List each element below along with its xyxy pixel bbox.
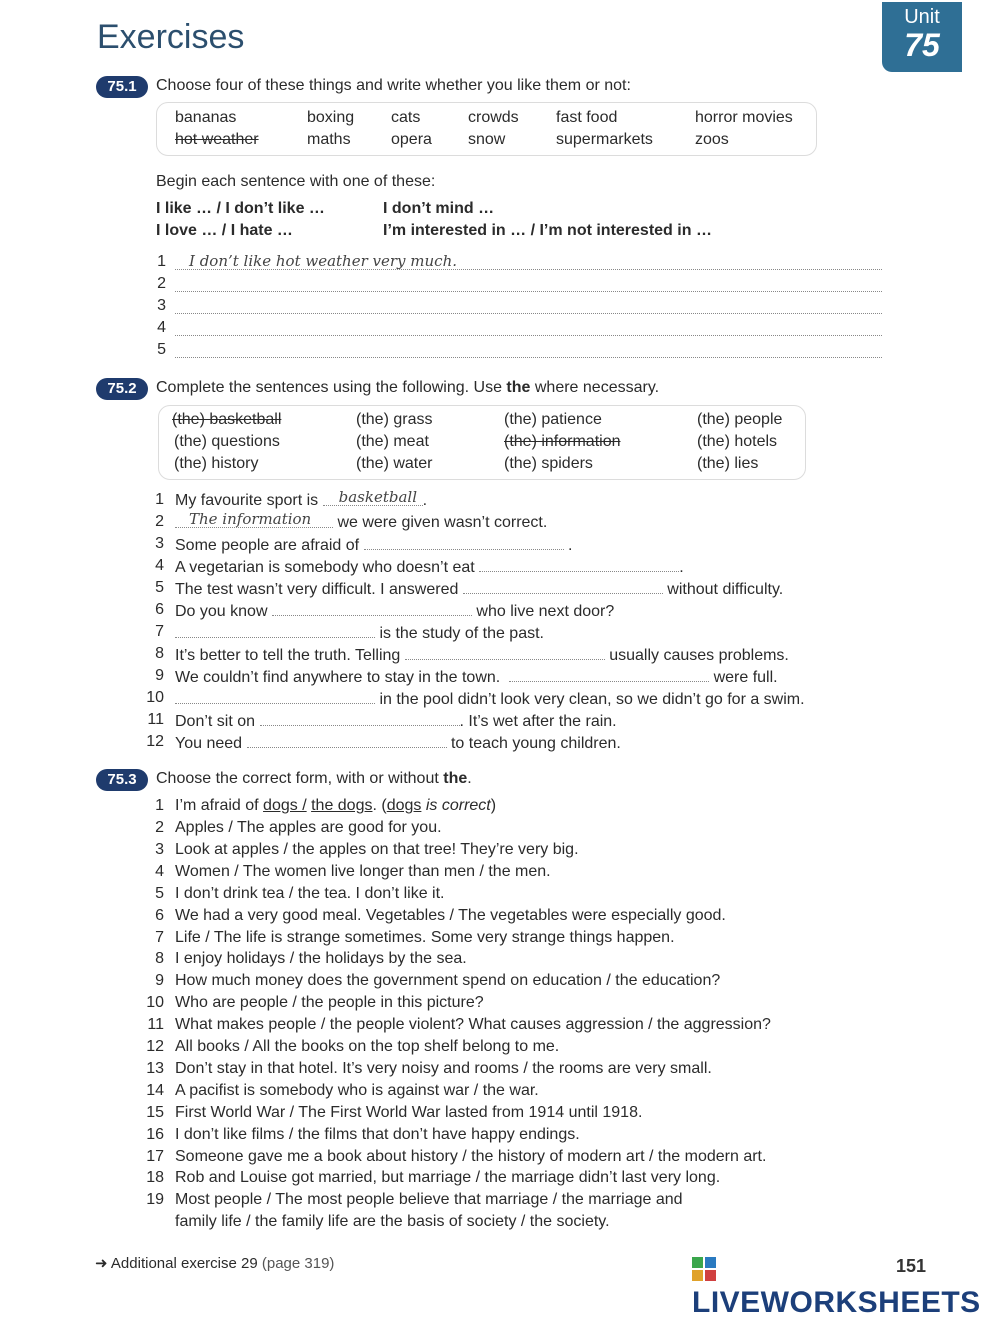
sentence: We couldn’t find anywhere to stay in the town. were full. [175, 669, 778, 686]
sentence: The test wasn’t very difficult. I answered without difficulty. [175, 581, 784, 598]
line-number: 14 [146, 1082, 164, 1099]
sentence: Don’t sit on . It’s wet after the rain. [175, 713, 617, 730]
line-number: 13 [146, 1060, 164, 1077]
word: boxing [307, 109, 355, 126]
choice-sentence[interactable]: Women / The women live longer than men / the men. [175, 863, 551, 880]
unit-label: Unit [904, 6, 940, 28]
exercise-badge-75-2: 75.2 [96, 378, 148, 400]
line-number: 17 [146, 1148, 164, 1165]
word: (the) questions [174, 433, 280, 450]
answer-field-4[interactable] [175, 320, 882, 336]
word: (the) lies [697, 455, 759, 472]
exercise-badge-75-1: 75.1 [96, 76, 148, 98]
line-number: 18 [146, 1169, 164, 1186]
choice-sentence[interactable]: Life / The life is strange sometimes. Some very strange things happen. [175, 929, 675, 946]
line-number: 6 [155, 601, 164, 618]
choice-sentence[interactable]: All books / All the books on the top shelf belong to me. [175, 1038, 560, 1055]
unit-tab [882, 2, 962, 72]
answer-field[interactable] [479, 557, 679, 572]
word: maths [307, 131, 351, 148]
word: fast food [556, 109, 618, 126]
word: (the) water [356, 455, 433, 472]
line-number: 7 [155, 929, 164, 946]
answer-field-1[interactable] [175, 252, 882, 270]
word-crossed: hot weather [175, 131, 259, 148]
line-number: 5 [157, 341, 166, 358]
ex2-instruction: Complete the sentences using the following. Use the where necessary. [156, 379, 660, 396]
word: horror movies [695, 109, 793, 126]
line-number: 5 [155, 579, 164, 596]
example-sentence: I’m afraid of dogs / the dogs. (dogs is correct) [175, 797, 497, 814]
choice-sentence[interactable]: Most people / The most people believe that marriage / the marriage and [175, 1191, 683, 1208]
choice-sentence[interactable]: How much money does the government spend on education / the education? [175, 972, 721, 989]
sentence: A vegetarian is somebody who doesn’t eat . [175, 559, 684, 576]
line-number: 5 [155, 885, 164, 902]
line-number: 11 [147, 711, 164, 728]
answer-field[interactable] [405, 645, 605, 660]
sentence: in the pool didn’t look very clean, so we didn’t go for a swim. [175, 689, 805, 709]
word: crowds [468, 109, 519, 126]
line-number: 12 [146, 733, 164, 750]
phrase: I love … / I hate … [156, 222, 293, 239]
choice-sentence[interactable]: I don’t like films / the films that don’t have happy endings. [175, 1126, 580, 1143]
word: bananas [175, 109, 237, 126]
choice-sentence[interactable]: Who are people / the people in this picture? [175, 994, 484, 1011]
answer-field[interactable] [364, 535, 564, 550]
phrase: I’m interested in … / I’m not interested in … [383, 222, 712, 239]
choice-sentence[interactable]: What makes people / the people violent? What causes aggression / the aggression? [175, 1016, 771, 1033]
line-number: 2 [155, 513, 164, 530]
line-number: 1 [155, 491, 164, 508]
word: (the) meat [356, 433, 429, 450]
line-number: 8 [155, 645, 164, 662]
line-number: 6 [155, 907, 164, 924]
sentence: It’s better to tell the truth. Telling usually causes problems. [175, 647, 789, 664]
ex3-instruction: Choose the correct form, with or without the. [156, 770, 472, 787]
choice-sentence[interactable]: First World War / The First World War lasted from 1914 until 1918. [175, 1104, 643, 1121]
line-number: 1 [155, 797, 164, 814]
line-number: 1 [157, 253, 166, 270]
logo-grid-icon [692, 1257, 716, 1281]
line-number: 4 [155, 863, 164, 880]
footer-link[interactable]: ➜ Additional exercise 29 (page 319) [95, 1255, 335, 1272]
answer-field[interactable] [260, 711, 460, 726]
liveworksheets-logo: LIVEWORKSHEETS [692, 1252, 1000, 1320]
ex1-begin-text: Begin each sentence with one of these: [156, 173, 436, 190]
answer-field-5[interactable] [175, 342, 882, 358]
answer-field[interactable] [247, 733, 447, 748]
line-number: 3 [157, 297, 166, 314]
line-number: 10 [146, 994, 164, 1011]
sentence: You need to teach young children. [175, 735, 621, 752]
choice-sentence[interactable]: I enjoy holidays / the holidays by the sea. [175, 950, 467, 967]
answer-field[interactable] [509, 667, 709, 682]
exercise-badge-75-3: 75.3 [96, 769, 148, 791]
handwritten-answer: I don’t like hot weather very much. [189, 252, 458, 270]
line-number: 2 [155, 819, 164, 836]
word: opera [391, 131, 432, 148]
unit-number: 75 [904, 27, 940, 63]
line-number: 3 [155, 841, 164, 858]
choice-sentence[interactable]: Rob and Louise got married, but marriage / the marriage didn’t last very long. [175, 1169, 721, 1186]
phrase: I like … / I don’t like … [156, 200, 325, 217]
answer-field[interactable] [323, 488, 423, 506]
line-number: 11 [147, 1016, 164, 1033]
page-title: Exercises [97, 18, 245, 56]
choice-sentence[interactable]: Don’t stay in that hotel. It’s very noisy and rooms / the rooms are very small. [175, 1060, 712, 1077]
sentence: Some people are afraid of . [175, 537, 573, 554]
answer-field-2[interactable] [175, 276, 882, 292]
answer-field[interactable] [175, 689, 375, 704]
choice-sentence[interactable]: family life / the family life are the basis of society / the society. [175, 1213, 610, 1230]
word: (the) hotels [697, 433, 778, 450]
choice-sentence[interactable]: I don’t drink tea / the tea. I don’t like it. [175, 885, 445, 902]
handwritten-answer: The information [189, 510, 312, 528]
line-number: 8 [155, 950, 164, 967]
sentence: The information we were given wasn’t correct. [175, 513, 547, 532]
word: (the) spiders [504, 455, 593, 472]
ex1-instruction: Choose four of these things and write whether you like them or not: [156, 77, 631, 94]
word: (the) people [697, 411, 783, 428]
line-number: 7 [155, 623, 164, 640]
answer-field[interactable] [175, 510, 333, 528]
answer-field[interactable] [272, 601, 472, 616]
page-number: 151 [896, 1256, 927, 1276]
line-number: 10 [146, 689, 164, 706]
line-number: 15 [146, 1104, 164, 1121]
sentence: Do you know who live next door? [175, 603, 615, 620]
word: snow [468, 131, 506, 148]
choice-sentence[interactable]: Apples / The apples are good for you. [175, 819, 442, 836]
word-crossed: (the) information [504, 433, 621, 450]
choice-sentence[interactable]: A pacifist is somebody who is against war / the war. [175, 1082, 539, 1099]
word: (the) history [174, 455, 259, 472]
line-number: 12 [146, 1038, 164, 1055]
choice-sentence[interactable]: We had a very good meal. Vegetables / The vegetables were especially good. [175, 907, 726, 924]
line-number: 19 [146, 1191, 164, 1208]
word: (the) grass [356, 411, 433, 428]
line-number: 9 [155, 667, 164, 684]
word: cats [391, 109, 421, 126]
word-crossed: (the) basketball [172, 411, 282, 428]
line-number: 3 [155, 535, 164, 552]
word: supermarkets [556, 131, 653, 148]
line-number: 4 [155, 557, 164, 574]
answer-field[interactable] [175, 623, 375, 638]
answer-field-3[interactable] [175, 298, 882, 314]
choice-sentence[interactable]: Someone gave me a book about history / the history of modern art / the modern art. [175, 1148, 767, 1165]
sentence: is the study of the past. [175, 623, 544, 643]
word: (the) patience [504, 411, 602, 428]
line-number: 16 [146, 1126, 164, 1143]
choice-sentence[interactable]: Look at apples / the apples on that tree! They’re very big. [175, 841, 579, 858]
answer-field[interactable] [463, 579, 663, 594]
line-number: 4 [157, 319, 166, 336]
phrase: I don’t mind … [383, 200, 495, 217]
sentence: My favourite sport is basketball . [175, 488, 428, 509]
handwritten-answer: basketball [338, 488, 417, 506]
line-number: 2 [157, 275, 166, 292]
word: zoos [695, 131, 729, 148]
line-number: 9 [155, 972, 164, 989]
